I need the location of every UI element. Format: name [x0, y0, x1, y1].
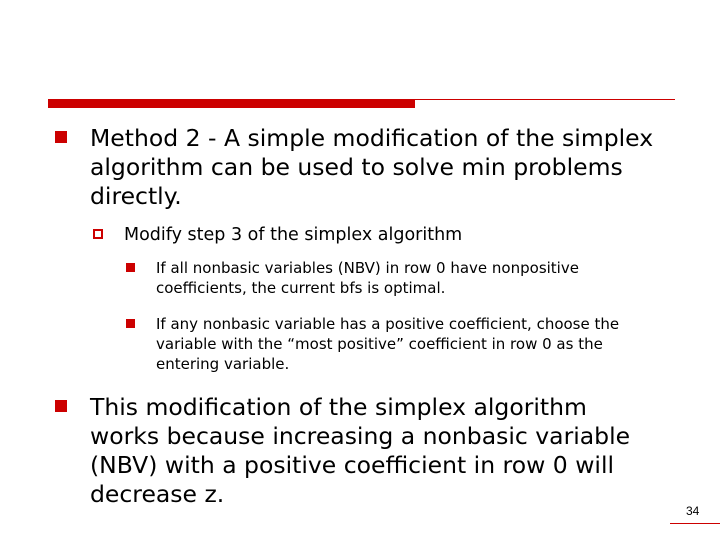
square-bullet-icon: [55, 131, 67, 143]
bullet-item-method-2: [55, 124, 655, 211]
header-rule-thin: [415, 99, 675, 100]
square-bullet-icon: [126, 319, 135, 328]
bullet-text: Method 2 - A simple modification of the simplex algorithm can be used to solve min problems directly.: [90, 124, 654, 210]
sub-sub-bullet-text: If all nonbasic variables (NBV) in row 0 have nonpositive coefficients, the current bfs is optimal.: [156, 259, 579, 297]
page-number: 34: [686, 504, 700, 518]
bullet-text: This modification of the simplex algorithm works because increasing a nonbasic variable (NBV) with a positive coefficient in row 0 will decrease z.: [90, 393, 631, 508]
sub-sub-bullet-text: If any nonbasic variable has a positive coefficient, choose the variable with the “most positive” coefficient in row 0 as the entering variable.: [156, 315, 620, 373]
page-number-rule: [670, 523, 720, 524]
sub-sub-bullet-item-optimal: [124, 258, 664, 298]
header-rule-thick: [48, 99, 415, 108]
bullet-item-why-it-works: [55, 393, 655, 509]
hollow-square-bullet-icon: [93, 229, 103, 239]
sub-bullet-text: Modify step 3 of the simplex algorithm: [124, 225, 463, 245]
sub-bullet-item-modify-step: [92, 224, 542, 246]
sub-sub-bullet-item-entering-variable: [124, 314, 664, 374]
square-bullet-icon: [55, 400, 67, 412]
square-bullet-icon: [126, 263, 135, 272]
